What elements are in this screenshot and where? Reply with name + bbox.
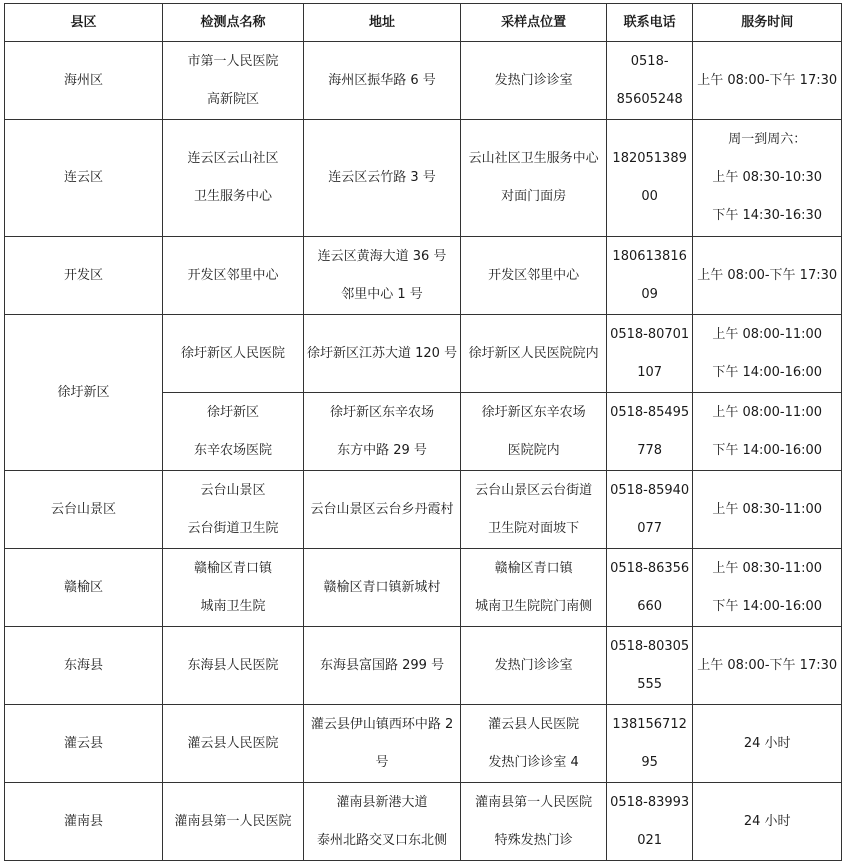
sampling-location-cell-line: 发热门诊诊室 — [494, 72, 573, 88]
phone-cell — [607, 471, 693, 549]
phone-cell-line: 95 — [641, 754, 658, 770]
site-name-cell — [163, 393, 304, 471]
table-row — [5, 549, 842, 627]
service-hours-cell-line: 下午 14:00-16:00 — [712, 442, 823, 458]
header-sampling-location: 采样点位置 — [461, 4, 607, 42]
phone-cell-line: 0518-86356 — [610, 560, 690, 576]
service-hours-cell — [693, 549, 842, 627]
site-name-cell-line: 赣榆区青口镇 — [193, 560, 272, 576]
sampling-location-cell-line: 徐圩新区东辛农场 — [481, 404, 586, 420]
phone-cell-line: 107 — [637, 364, 663, 380]
site-name-cell-line: 云台街道卫生院 — [187, 520, 279, 536]
site-name-cell-line: 开发区邻里中心 — [187, 267, 279, 283]
address-cell-line: 海州区振华路 6 号 — [328, 72, 436, 88]
site-name-cell — [163, 42, 304, 120]
district-cell: 海州区 — [5, 42, 163, 120]
address-cell-line: 云台山景区云台乡丹霞村 — [310, 501, 454, 517]
district-cell: 灌云县 — [5, 705, 163, 783]
sampling-location-cell-line: 城南卫生院院门南侧 — [475, 598, 593, 614]
district-cell: 赣榆区 — [5, 549, 163, 627]
site-name-cell-line: 东辛农场医院 — [193, 442, 272, 458]
service-hours-cell-line: 上午 08:00-下午 17:30 — [697, 72, 838, 88]
address-cell — [304, 315, 461, 393]
service-hours-cell — [693, 42, 842, 120]
site-name-cell-line: 云台山景区 — [200, 482, 266, 498]
site-name-cell — [163, 783, 304, 861]
address-cell-line: 赣榆区青口镇新城村 — [323, 579, 441, 595]
site-name-cell — [163, 120, 304, 237]
sampling-location-cell-line: 卫生院对面坡下 — [488, 520, 580, 536]
phone-cell-line: 077 — [637, 520, 663, 536]
service-hours-cell-line: 上午 08:00-下午 17:30 — [697, 657, 838, 673]
service-hours-cell-line: 下午 14:00-16:00 — [712, 598, 823, 614]
phone-cell — [607, 120, 693, 237]
sampling-location-cell-line: 赣榆区青口镇 — [494, 560, 573, 576]
phone-cell — [607, 783, 693, 861]
phone-cell — [607, 42, 693, 120]
sampling-location-cell — [461, 120, 607, 237]
table-row — [5, 627, 842, 705]
site-name-cell-line: 连云区云山社区 — [187, 151, 279, 166]
header-service-hours: 服务时间 — [693, 4, 842, 42]
phone-cell-line: 09 — [641, 286, 658, 302]
service-hours-cell — [693, 315, 842, 393]
sampling-location-cell — [461, 471, 607, 549]
address-cell — [304, 237, 461, 315]
table-row — [5, 315, 842, 393]
table-row — [5, 783, 842, 861]
sampling-location-cell-line: 灌南县第一人民医院 — [475, 794, 593, 810]
address-cell-line: 泰州北路交叉口东北侧 — [317, 832, 448, 848]
site-name-cell-line: 徐圩新区 — [206, 404, 259, 420]
service-hours-cell — [693, 120, 842, 237]
address-cell-line: 连云区云竹路 3 号 — [328, 170, 436, 185]
district-cell: 开发区 — [5, 237, 163, 315]
sampling-location-cell-line: 医院院内 — [507, 442, 560, 458]
phone-cell-line: 555 — [637, 676, 663, 692]
phone-cell-line: 021 — [637, 832, 663, 848]
address-cell-line: 灌云县伊山镇西环中路 2 — [310, 716, 454, 732]
service-hours-cell-line: 上午 08:30-10:30 — [712, 170, 823, 185]
site-name-cell — [163, 471, 304, 549]
phone-cell-line: 778 — [637, 442, 663, 458]
service-hours-cell-line: 上午 08:00-下午 17:30 — [697, 267, 838, 283]
address-cell — [304, 393, 461, 471]
sampling-location-cell-line: 发热门诊诊室 4 — [488, 754, 579, 770]
address-cell — [304, 705, 461, 783]
table-row — [5, 42, 842, 120]
district-cell: 灌南县 — [5, 783, 163, 861]
sampling-location-cell-line: 发热门诊诊室 — [494, 657, 573, 673]
sampling-location-cell — [461, 783, 607, 861]
table-row — [5, 237, 842, 315]
service-hours-cell — [693, 393, 842, 471]
sampling-location-cell — [461, 237, 607, 315]
address-cell-line: 东方中路 29 号 — [337, 442, 427, 458]
address-cell — [304, 42, 461, 120]
address-cell-line: 灌南县新港大道 — [336, 794, 428, 810]
phone-cell-line: 660 — [637, 598, 663, 614]
phone-cell — [607, 627, 693, 705]
site-name-cell — [163, 705, 304, 783]
phone-cell-line: 85605248 — [616, 91, 683, 107]
phone-cell-line: 138156712 — [612, 716, 687, 732]
phone-cell-line: 00 — [641, 189, 658, 204]
address-cell-line: 号 — [375, 754, 389, 770]
sampling-location-cell — [461, 549, 607, 627]
sampling-location-cell-line: 特殊发热门诊 — [494, 832, 573, 848]
header-district: 县区 — [5, 4, 163, 42]
site-name-cell-line: 高新院区 — [206, 91, 259, 107]
site-name-cell-line: 卫生服务中心 — [193, 189, 272, 204]
service-hours-cell-line: 下午 14:30-16:30 — [712, 208, 823, 223]
address-cell — [304, 627, 461, 705]
service-hours-cell — [693, 783, 842, 861]
phone-cell — [607, 393, 693, 471]
site-name-cell — [163, 315, 304, 393]
sampling-location-cell-line: 灌云县人民医院 — [488, 716, 580, 732]
phone-cell-line: 182051389 — [612, 151, 687, 166]
address-cell — [304, 120, 461, 237]
address-cell — [304, 783, 461, 861]
service-hours-cell-line: 上午 08:00-11:00 — [712, 404, 823, 420]
address-cell-line: 徐圩新区东辛农场 — [330, 404, 435, 420]
service-hours-cell-line: 上午 08:30-11:00 — [712, 501, 823, 517]
site-name-cell-line: 东海县人民医院 — [187, 657, 279, 673]
phone-cell-line: 0518- — [630, 53, 669, 69]
service-hours-cell — [693, 237, 842, 315]
testing-sites-table — [4, 3, 842, 861]
service-hours-cell-line: 24 小时 — [743, 813, 791, 829]
header-address: 地址 — [304, 4, 461, 42]
table-row — [5, 705, 842, 783]
district-cell: 东海县 — [5, 627, 163, 705]
service-hours-cell-line: 上午 08:00-11:00 — [712, 326, 823, 342]
phone-cell — [607, 705, 693, 783]
address-cell-line: 东海县富国路 299 号 — [320, 657, 445, 673]
sampling-location-cell — [461, 315, 607, 393]
header-site-name: 检测点名称 — [163, 4, 304, 42]
address-cell — [304, 471, 461, 549]
phone-cell-line: 0518-80305 — [610, 638, 690, 654]
sampling-location-cell — [461, 393, 607, 471]
address-cell — [304, 549, 461, 627]
sampling-location-cell-line: 对面门面房 — [501, 189, 567, 204]
address-cell-line: 连云区黄海大道 36 号 — [317, 248, 447, 264]
site-name-cell — [163, 627, 304, 705]
sampling-location-cell — [461, 627, 607, 705]
phone-cell-line: 0518-85940 — [610, 482, 690, 498]
service-hours-cell-line: 下午 14:00-16:00 — [712, 364, 823, 380]
service-hours-cell — [693, 471, 842, 549]
district-cell: 连云区 — [5, 120, 163, 237]
address-cell-line: 邻里中心 1 号 — [341, 286, 423, 302]
address-cell-line: 徐圩新区江苏大道 120 号 — [307, 345, 458, 361]
district-cell: 徐圩新区 — [5, 315, 163, 471]
phone-cell — [607, 237, 693, 315]
site-name-cell-line: 徐圩新区人民医院 — [180, 345, 285, 361]
site-name-cell-line: 市第一人民医院 — [187, 53, 279, 69]
phone-cell-line: 180613816 — [612, 248, 687, 264]
service-hours-cell-line: 上午 08:30-11:00 — [712, 560, 823, 576]
site-name-cell-line: 城南卫生院 — [200, 598, 266, 614]
header-row — [5, 4, 842, 42]
phone-cell — [607, 315, 693, 393]
site-name-cell-line: 灌南县第一人民医院 — [174, 813, 292, 829]
sampling-location-cell-line: 云山社区卫生服务中心 — [468, 151, 599, 166]
phone-cell-line: 0518-83993 — [610, 794, 690, 810]
service-hours-cell-line: 周一到周六： — [728, 132, 807, 147]
table-row — [5, 120, 842, 237]
sampling-location-cell-line: 开发区邻里中心 — [488, 267, 580, 283]
header-phone: 联系电话 — [607, 4, 693, 42]
service-hours-cell-line: 24 小时 — [743, 735, 791, 751]
site-name-cell-line: 灌云县人民医院 — [187, 735, 279, 751]
service-hours-cell — [693, 705, 842, 783]
sampling-location-cell — [461, 705, 607, 783]
site-name-cell — [163, 549, 304, 627]
site-name-cell — [163, 237, 304, 315]
service-hours-cell — [693, 627, 842, 705]
phone-cell-line: 0518-85495 — [610, 404, 690, 420]
phone-cell-line: 0518-80701 — [610, 326, 690, 342]
table-row — [5, 471, 842, 549]
sampling-location-cell-line: 云台山景区云台街道 — [475, 482, 593, 498]
sampling-location-cell — [461, 42, 607, 120]
phone-cell — [607, 549, 693, 627]
sampling-location-cell-line: 徐圩新区人民医院院内 — [468, 345, 599, 361]
district-cell: 云台山景区 — [5, 471, 163, 549]
